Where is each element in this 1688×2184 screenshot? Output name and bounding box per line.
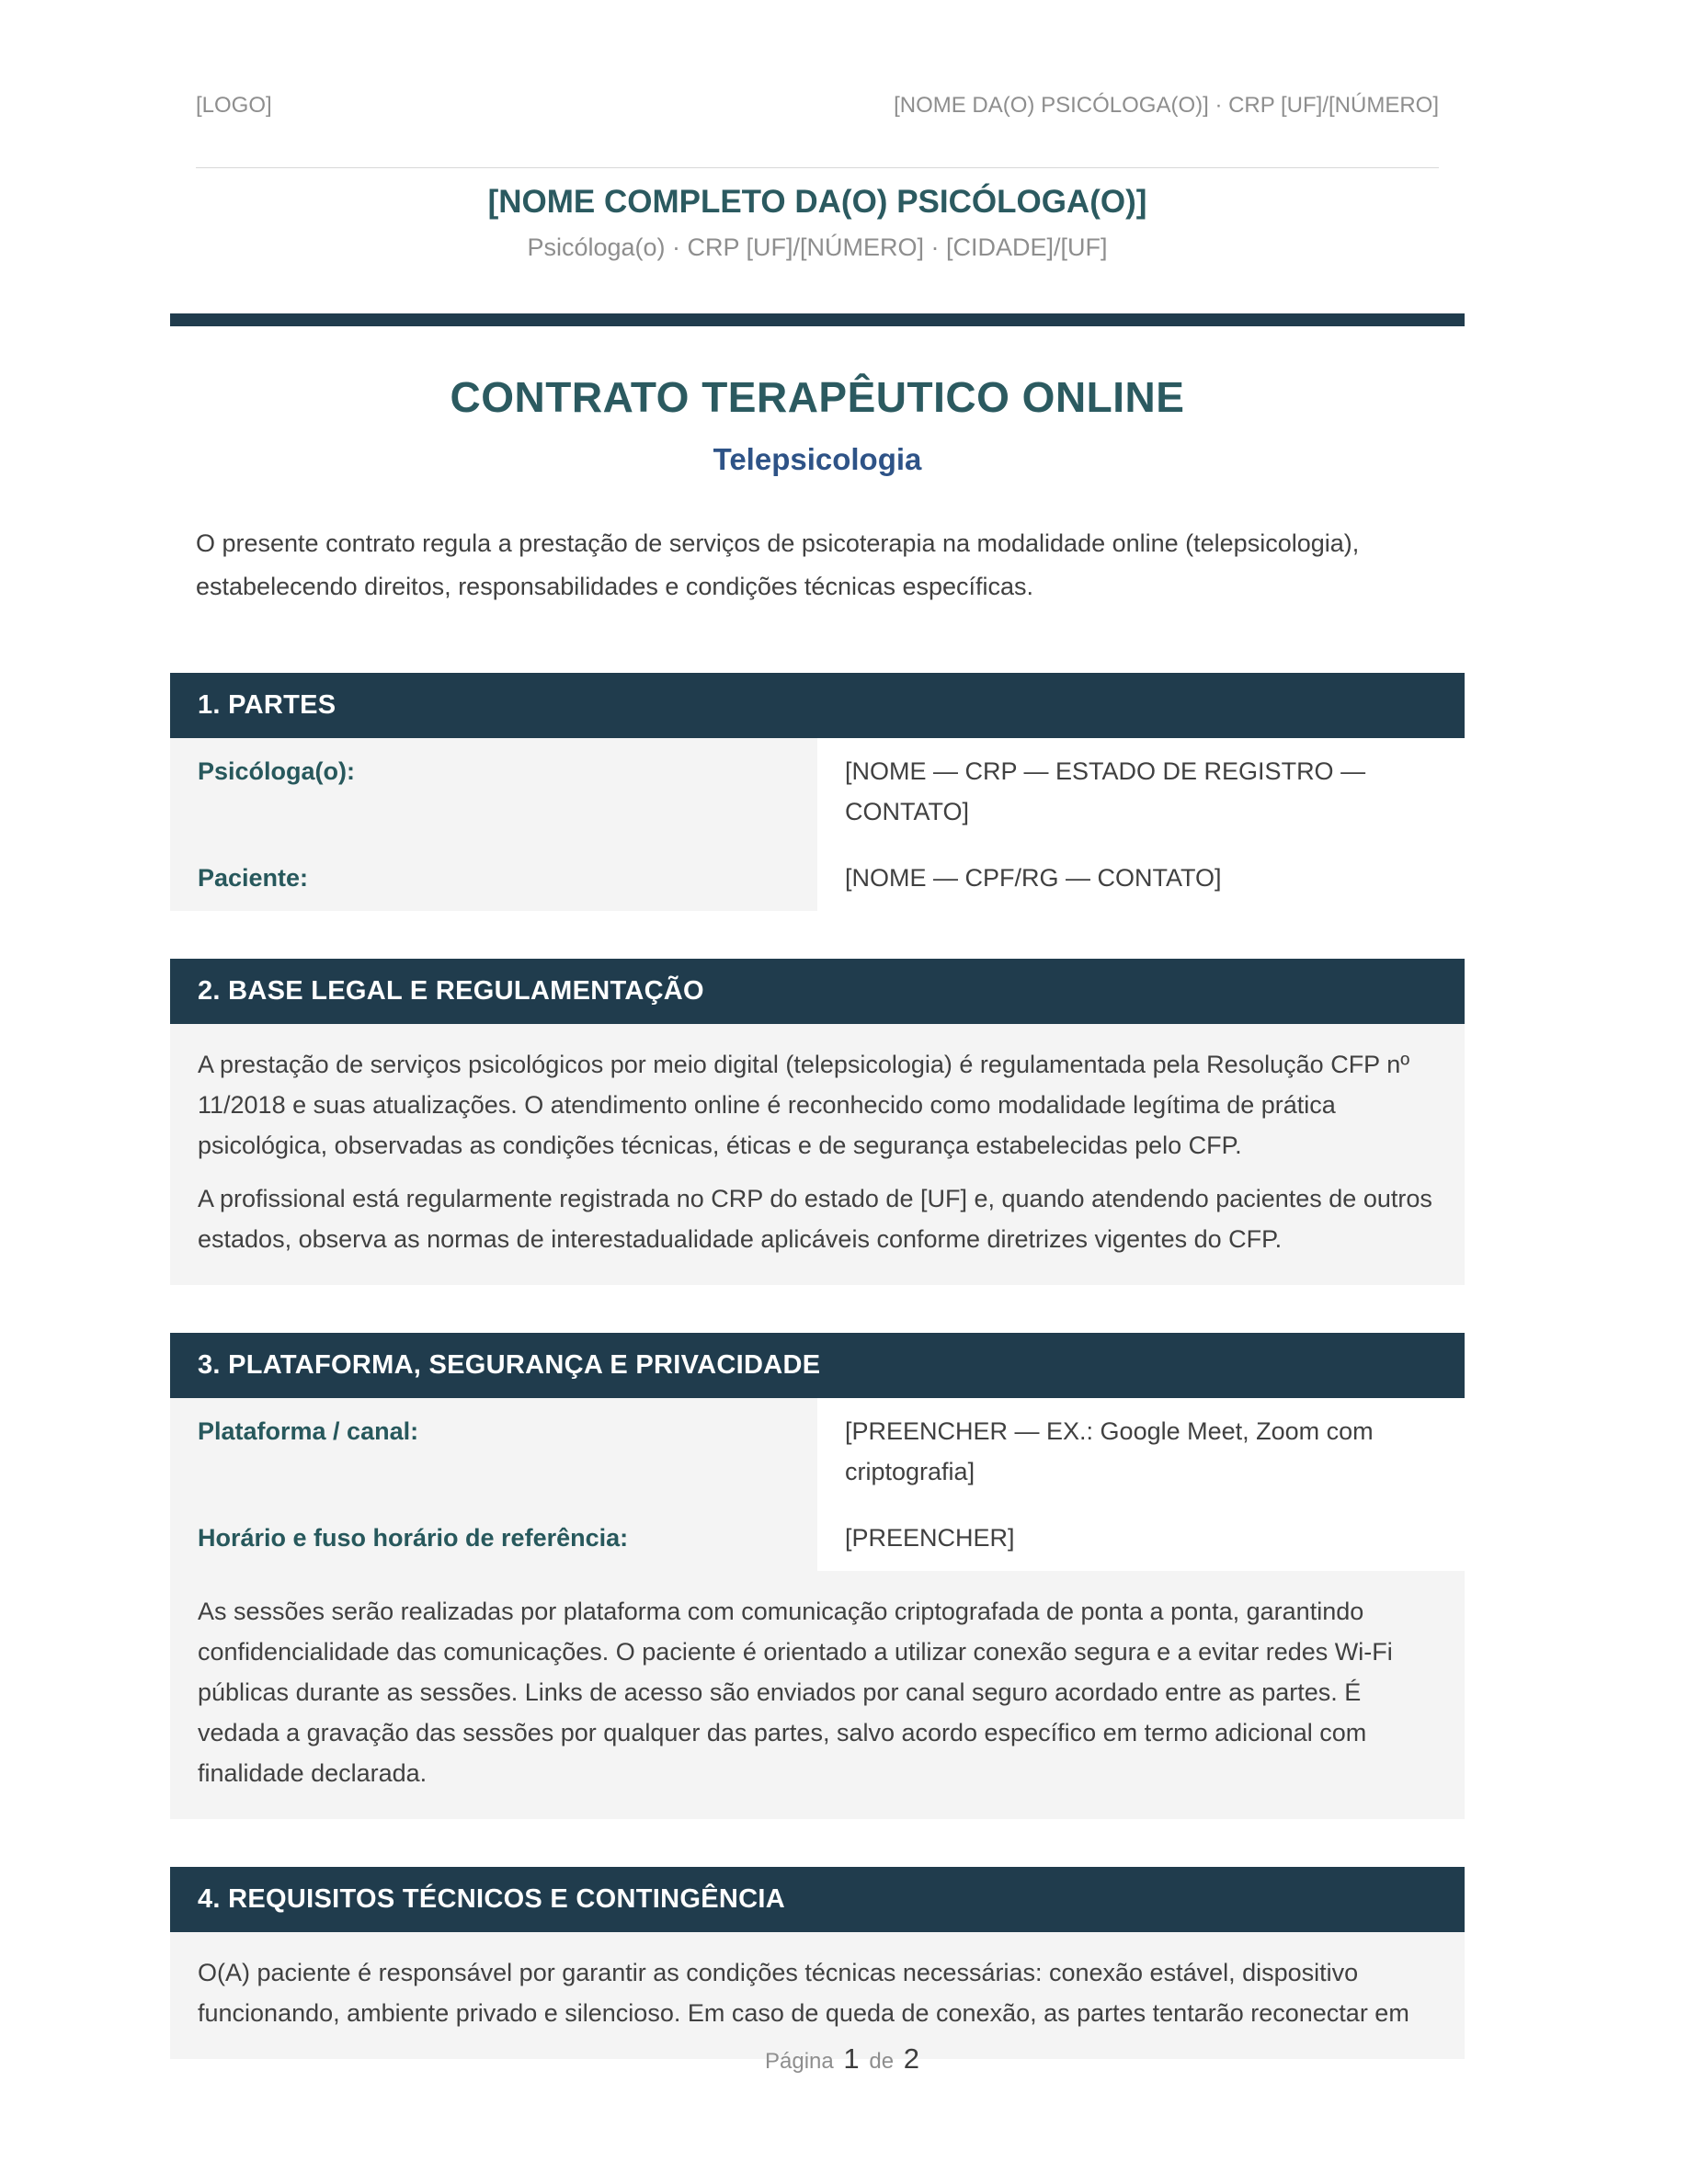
intro-paragraph: O presente contrato regula a prestação de serviços de psicoterapia na modalidade online (telepsicologia), estabelecendo direitos, responsabilidades e condições técnicas específicas. [196, 529, 1360, 600]
header-meta: [NOME DA(O) PSICÓLOGA(O)] · CRP [UF]/[NÚMERO] [894, 93, 1439, 118]
table-row [170, 738, 1465, 845]
section-1-header: 1. PARTES [170, 673, 1465, 738]
page-footer [0, 2042, 1688, 2076]
section-3-body [170, 1571, 1465, 1819]
table-row [170, 1398, 1465, 1505]
section-paragraph: A prestação de serviços psicológicos por meio digital (telepsicologia) é regulamentada pela Resolução CFP nº 11/2018 e suas atualizações. O atendimento online é reconhecido como modalidade legítima de prática psicológica, observadas as condições técnicas, éticas e de segurança estabelecidas pelo CFP. [198, 1051, 1410, 1159]
identity-block [170, 183, 1465, 262]
row-label-plataforma: Plataforma / canal: [170, 1398, 817, 1505]
table-row [170, 1505, 1465, 1571]
row-value-paciente: [NOME — CPF/RG — CONTATO] [817, 845, 1465, 911]
row-value-horario: [PREENCHER] [817, 1505, 1465, 1571]
plataforma-table [170, 1398, 1465, 1571]
accent-bar [170, 313, 1465, 326]
page-header [170, 92, 1465, 119]
footer-of-label: de [869, 2049, 895, 2074]
document-title: CONTRATO TERAPÊUTICO ONLINE [450, 373, 1185, 421]
section-base-legal [170, 959, 1465, 1285]
footer-total-pages: 2 [903, 2042, 919, 2075]
row-label-psicologa: Psicóloga(o): [170, 738, 817, 845]
footer-page-label: Página [765, 2049, 834, 2074]
document-subtitle: Telepsicologia [713, 442, 922, 476]
section-requisitos [170, 1867, 1465, 2059]
section-paragraph: As sessões serão realizadas por plataforma com comunicação criptografada de ponta a ponta, garantindo confidencialidade das comunicações. O paciente é orientado a utilizar conexão segura e a evitar redes Wi-Fi públicas durante as sessões. Links de acesso são enviados por canal seguro acordado entre as partes. É vedada a gravação das sessões por qualquer das partes, salvo acordo específico em termo adicional com finalidade declarada. [198, 1598, 1393, 1787]
psychologist-name-title: [NOME COMPLETO DA(O) PSICÓLOGA(O)] [487, 184, 1147, 220]
section-plataforma [170, 1333, 1465, 1819]
header-divider [196, 167, 1439, 168]
row-label-paciente: Paciente: [170, 845, 817, 911]
section-paragraph: A profissional está regularmente registrada no CRP do estado de [UF] e, quando atendendo pacientes de outros estados, observa as normas de interestadualidade aplicáveis conforme diretrizes vigentes do CFP. [198, 1185, 1432, 1253]
section-4-header: 4. REQUISITOS TÉCNICOS E CONTINGÊNCIA [170, 1867, 1465, 1932]
section-3-header: 3. PLATAFORMA, SEGURANÇA E PRIVACIDADE [170, 1333, 1465, 1398]
row-value-plataforma: [PREENCHER — EX.: Google Meet, Zoom com criptografia] [817, 1398, 1465, 1505]
logo-placeholder: [LOGO] [196, 93, 272, 118]
psychologist-credentials: Psicóloga(o) · CRP [UF]/[NÚMERO] · [CIDADE]/[UF] [527, 233, 1108, 261]
footer-page-number: 1 [843, 2042, 860, 2075]
partes-table [170, 738, 1465, 911]
section-2-body [170, 1024, 1465, 1285]
table-row [170, 845, 1465, 911]
section-4-body [170, 1932, 1465, 2059]
section-partes [170, 673, 1465, 911]
row-value-psicologa: [NOME — CRP — ESTADO DE REGISTRO — CONTATO] [817, 738, 1465, 845]
section-2-header: 2. BASE LEGAL E REGULAMENTAÇÃO [170, 959, 1465, 1024]
section-paragraph: O(A) paciente é responsável por garantir as condições técnicas necessárias: conexão estável, dispositivo funcionando, ambiente privado e silencioso. Em caso de queda de conexão, as partes tentarão reconectar em [198, 1959, 1409, 2027]
row-label-horario: Horário e fuso horário de referência: [170, 1505, 817, 1571]
